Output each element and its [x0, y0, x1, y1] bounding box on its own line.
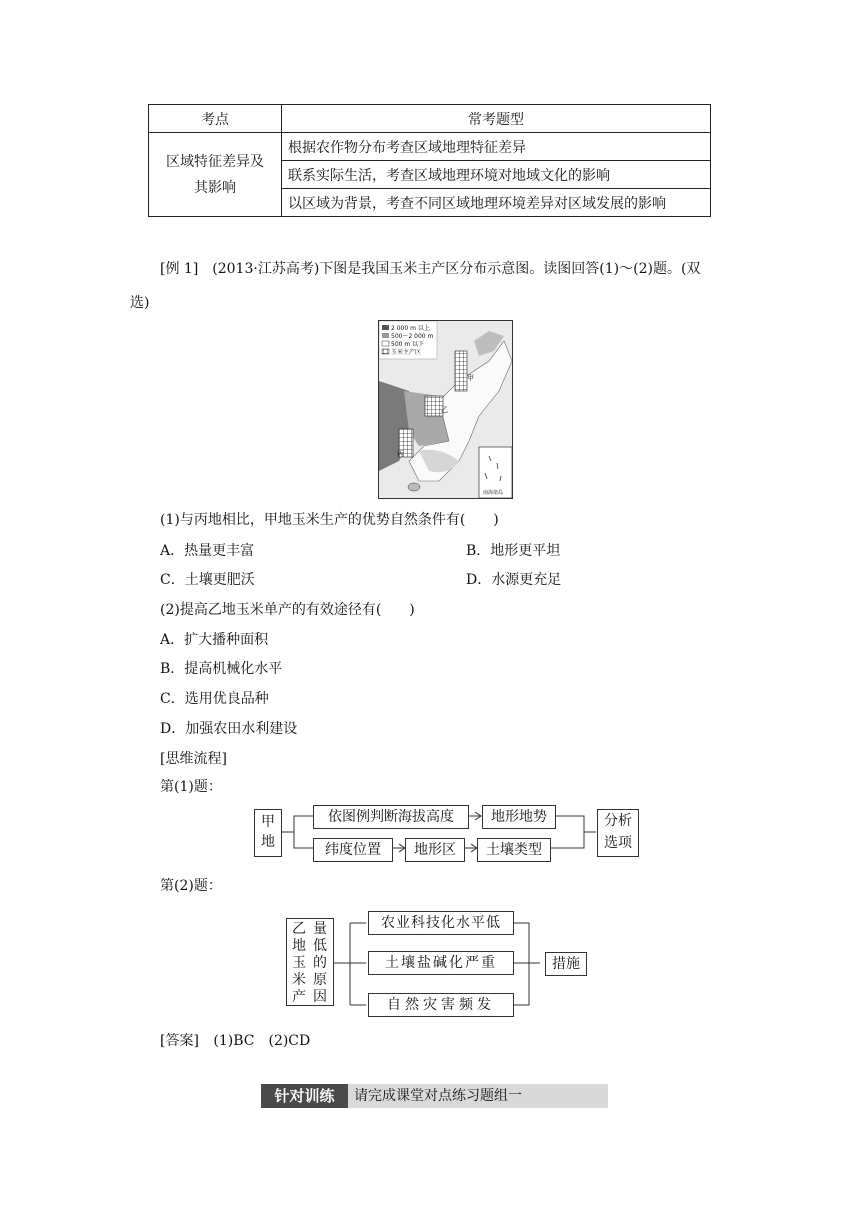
exam-point-table — [148, 104, 711, 217]
flow2-end-box: 措施 — [545, 952, 587, 976]
q2-option-d: D．加强农田水利建设 — [160, 721, 298, 737]
q1-option-d: D．水源更充足 — [466, 572, 562, 588]
q2-option-c: C．选用优良品种 — [160, 691, 269, 707]
table-row: 联系实际生活，考查区域地理环境对地域文化的影响 — [282, 161, 711, 189]
q2-stem: (2)提高乙地玉米单产的有效途径有( ) — [160, 602, 415, 618]
legend-item: 500 m 以下 — [391, 341, 425, 348]
q1-option-b: B．地形更平坦 — [466, 543, 561, 559]
map-legend — [391, 325, 433, 357]
example-line-1: [例 1] (2013·江苏高考)下图是我国玉米主产区分布示意图。读图回答(1)～(2)题。(双 — [160, 261, 701, 277]
flow2-start-col1: 乙地玉米产 — [292, 921, 306, 1005]
training-tag: 针对训练 — [261, 1084, 348, 1108]
training-bar — [261, 1084, 608, 1108]
flow1-step: 土壤类型 — [477, 838, 551, 862]
flow1-label: 第(1)题： — [160, 779, 222, 795]
flow2-label: 第(2)题： — [160, 878, 222, 894]
table-row: 根据农作物分布考查区域地理特征差异 — [282, 133, 711, 161]
map-inset-label: 南海诸岛 — [483, 490, 504, 496]
flow1-step: 纬度位置 — [313, 838, 393, 862]
table-category — [149, 133, 282, 217]
corn-distribution-map — [378, 320, 513, 499]
flow1-step: 依图例判断海拔高度 — [313, 805, 469, 829]
flow2-start-box — [286, 918, 334, 1006]
legend-item: 玉米主产区 — [391, 349, 422, 356]
answer-label: [答案] — [160, 1033, 199, 1049]
legend-item: 2 000 m 以上 — [391, 325, 430, 332]
legend-item: 500～2 000 m — [391, 333, 434, 340]
map-label-jia: 甲 — [467, 374, 474, 382]
q2-option-b: B．提高机械化水平 — [160, 661, 283, 677]
map-label-bing: 丙 — [397, 450, 404, 458]
flow1-step: 地形地势 — [482, 805, 556, 829]
q1-stem: (1)与丙地相比，甲地玉米生产的优势自然条件有( ) — [160, 512, 499, 528]
flow1-step: 地形区 — [405, 838, 465, 862]
flow1-start-box: 甲地 — [254, 809, 282, 857]
answer-line — [160, 1030, 310, 1050]
table-category-text: 区域特征差异及其影响 — [166, 153, 264, 196]
map-label-yi: 乙 — [441, 406, 448, 414]
table-header-kaodian: 考点 — [149, 105, 282, 133]
table-row: 以区域为背景，考查不同区域地理环境差异对区域发展的影响 — [282, 189, 711, 217]
flow2-cause: 自然灾害频发 — [368, 993, 514, 1017]
q1-option-a: A．热量更丰富 — [160, 543, 255, 559]
flow2-cause: 土壤盐碱化严重 — [368, 951, 514, 975]
flow2-start-col2: 量低的原因 — [313, 921, 327, 1005]
answer-value: (1)BC (2)CD — [213, 1033, 311, 1049]
flow1-end-box: 分析选项 — [597, 809, 639, 857]
training-text: 请完成课堂对点练习题组一 — [354, 1088, 522, 1104]
q2-option-a: A．扩大播种面积 — [160, 632, 269, 648]
flow2-cause: 农业科技化水平低 — [368, 911, 514, 935]
thinking-title: [思维流程] — [160, 751, 227, 767]
table-header-tixing: 常考题型 — [282, 105, 711, 133]
q1-option-c: C．土壤更肥沃 — [160, 572, 255, 588]
example-line-2: 选) — [130, 295, 150, 311]
